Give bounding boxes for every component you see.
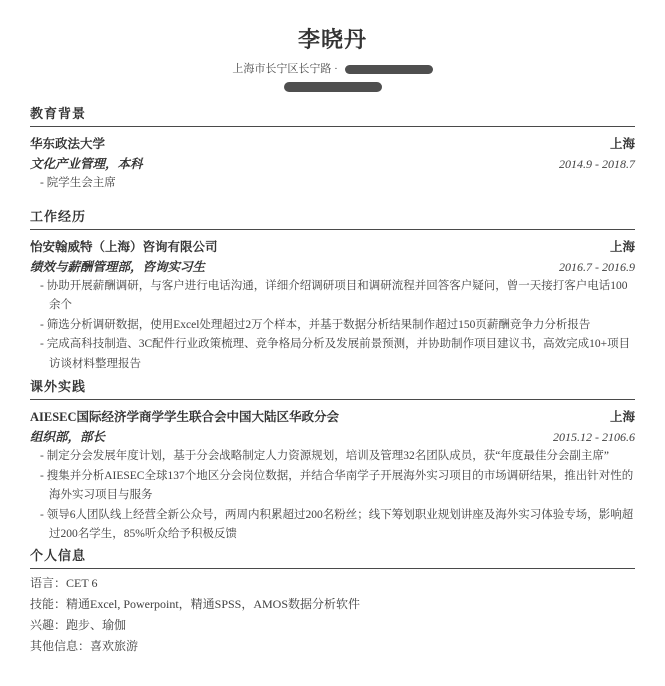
info-skills: 技能：精通Excel, Powerpoint，精通SPSS，AMOS数据分析软件 xyxy=(30,596,361,611)
education-dates: 2014.9 - 2018.7 xyxy=(559,157,635,171)
work-org-row xyxy=(30,237,635,257)
extracurricular-role-row xyxy=(30,427,635,447)
extracurricular-org-row xyxy=(30,407,635,427)
section-work xyxy=(30,208,635,375)
extracurricular-role: 组织部，部长 xyxy=(30,430,106,444)
section-extracurricular xyxy=(30,378,635,545)
info-other: 其他信息：喜欢旅游 xyxy=(30,638,139,653)
work-bullets xyxy=(30,277,635,375)
info-interests: 兴趣：跑步、瑜伽 xyxy=(30,617,127,632)
contact-line xyxy=(30,82,635,92)
bullet-item: - 制定分会发展年度计划，基于分会战略制定人力资源规划，培训及管理32名团队成员，获“年度最佳分会副主席” xyxy=(40,447,635,467)
section-title-work: 工作经历 xyxy=(30,208,635,230)
bullet-item: - 完成高科技制造、3C配件行业政策梳理、竞争格局分析及发展前景预测，并协助制作项目建议书，高效完成10+项目访谈材料整理报告 xyxy=(40,335,635,374)
company-name: 怡安翰威特（上海）咨询有限公司 xyxy=(30,239,218,254)
resume-name: 李晓丹 xyxy=(297,27,367,52)
school-name: 华东政法大学 xyxy=(30,137,106,151)
bullet-item: - 搜集并分析AIESEC全球137个地区分会岗位数据，并结合华南学子开展海外实习项目的市场调研结果，推出针对性的海外实习项目与服务 xyxy=(40,467,635,506)
section-title-personal: 个人信息 xyxy=(30,547,635,569)
address-text: 上海市长宁区长宁路 · xyxy=(232,63,338,75)
redacted-phone-bar xyxy=(345,65,433,74)
personal-info-list xyxy=(30,569,635,657)
extracurricular-dates: 2015.12 - 2106.6 xyxy=(553,430,635,444)
education-location: 上海 xyxy=(609,137,635,151)
bullet-item: - 院学生会主席 xyxy=(40,174,635,194)
work-role-row xyxy=(30,257,635,277)
job-title: 绩效与薪酬管理部，咨询实习生 xyxy=(30,259,206,274)
work-location: 上海 xyxy=(609,239,635,254)
education-role-row xyxy=(30,154,635,174)
redacted-contact-bar xyxy=(284,82,382,92)
bullet-item: - 筛选分析调研数据，使用Excel处理超过2万个样本，并基于数据分析结果制作超过150页薪酬竞争力分析报告 xyxy=(40,316,635,336)
education-bullets xyxy=(30,174,635,194)
section-title-education: 教育背景 xyxy=(30,105,635,127)
section-education xyxy=(30,105,635,194)
section-title-extracurricular: 课外实践 xyxy=(30,378,635,400)
education-org-row xyxy=(30,134,635,154)
address-line xyxy=(30,62,635,77)
extracurricular-bullets xyxy=(30,447,635,545)
organization-name: AIESEC国际经济学商学学生联合会中国大陆区华政分会 xyxy=(30,410,340,424)
section-personal xyxy=(30,547,635,657)
extracurricular-location: 上海 xyxy=(609,410,635,424)
info-language: 语言：CET 6 xyxy=(30,575,98,590)
bullet-item: - 协助开展薪酬调研，与客户进行电话沟通，详细介绍调研项目和调研流程并回答客户疑问，曾一天接打客户电话100余个 xyxy=(40,277,635,316)
degree-name: 文化产业管理，本科 xyxy=(30,157,143,171)
bullet-item: - 领导6人团队线上经营全新公众号，两周内积累超过200名粉丝；线下筹划职业规划讲座及海外实习体验专场，影响超过200名学生，85%听众给予积极反馈 xyxy=(40,506,635,545)
work-dates: 2016.7 - 2016.9 xyxy=(559,259,635,274)
